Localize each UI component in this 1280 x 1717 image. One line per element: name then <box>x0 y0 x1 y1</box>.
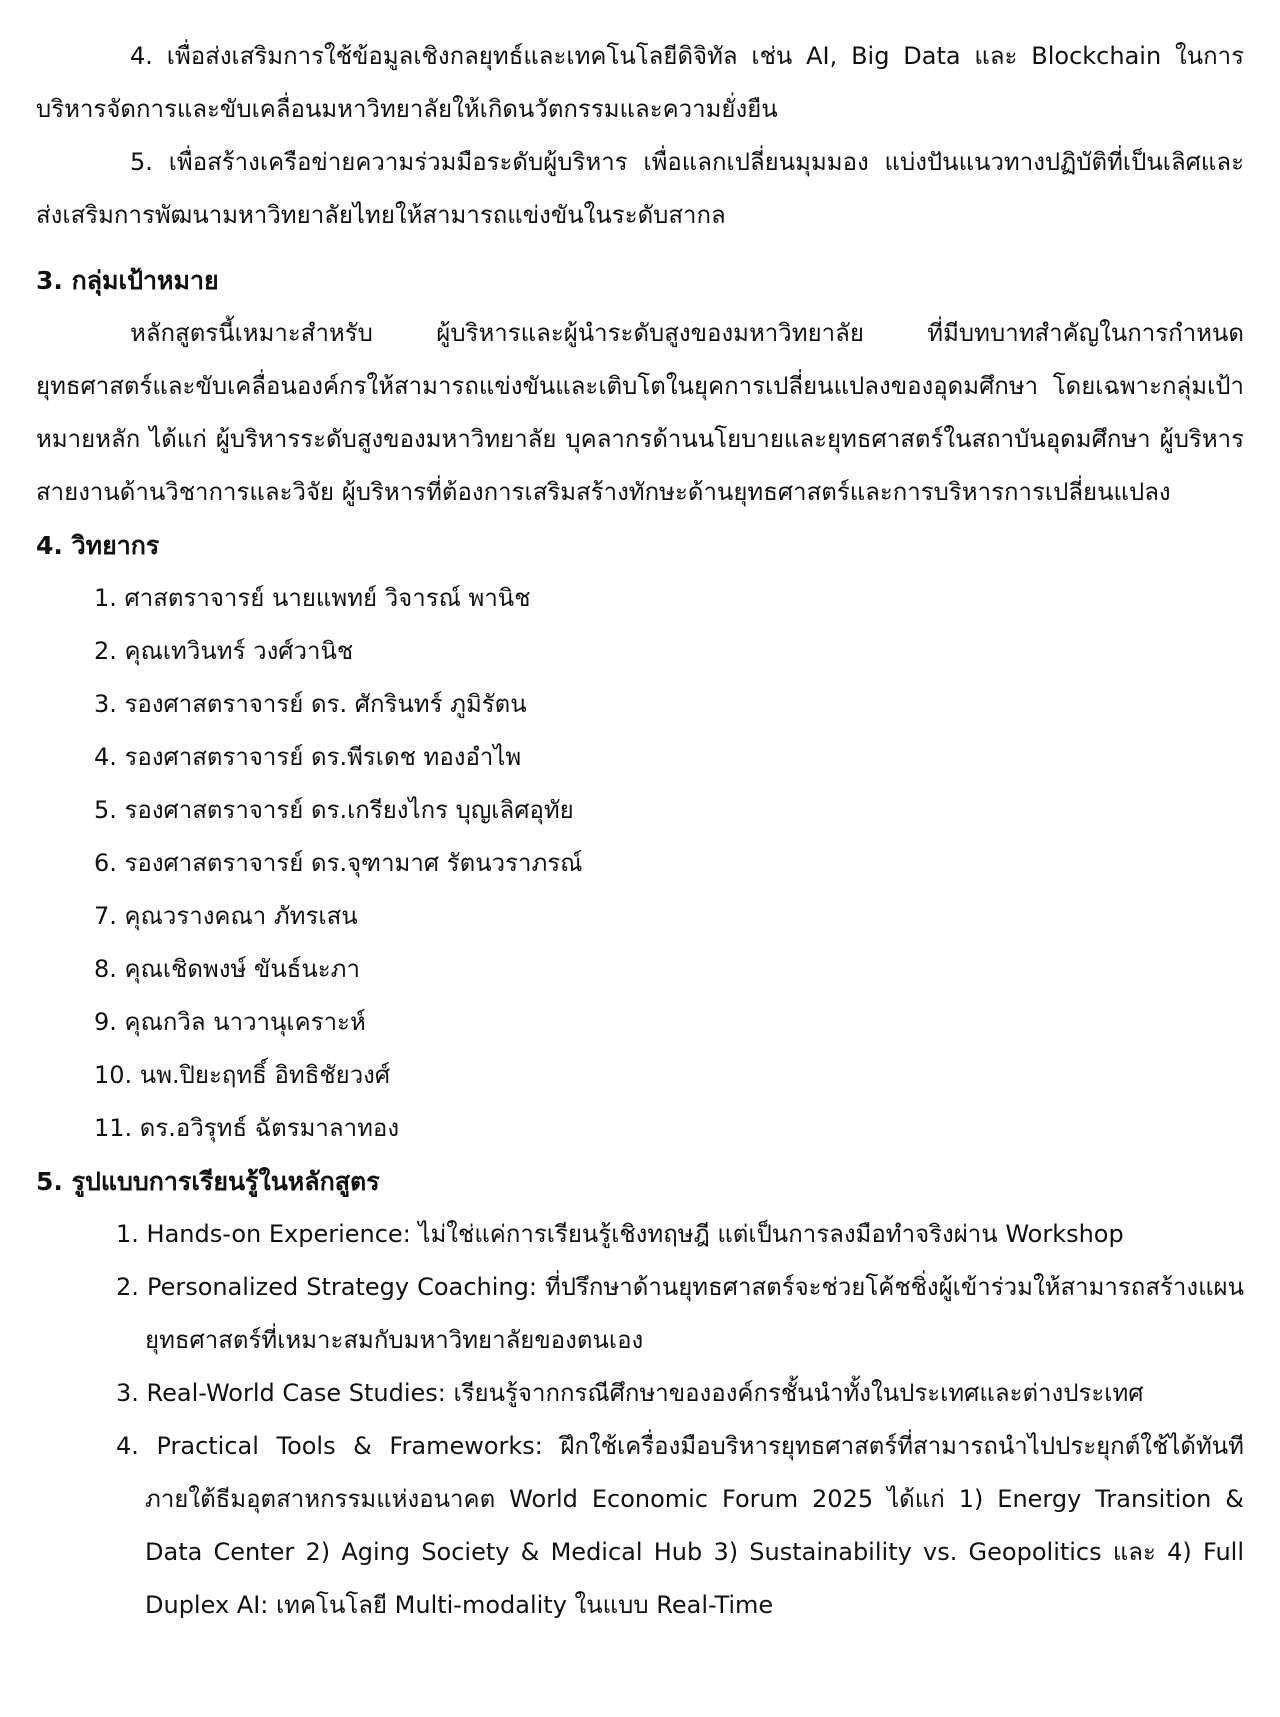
learning-format-item: 4. Practical Tools & Frameworks: ฝึกใช้เครื่องมือบริหารยุทธศาสตร์ที่สามารถนำไปประยุกต์ใช้ได้ทันที ภายใต้ธีมอุตสาหกรรมแห่งอนาคต World Economic Forum 2025 ได้แก่ 1) Energy Transition & Data Center 2) Aging Society & Medical Hub 3) Sustainability vs. Geopolitics และ 4) Full Duplex AI: เทคโนโลยี Multi-modality ในแบบ Real-Time <box>116 1432 1244 1619</box>
speaker-item: 2. คุณเทวินทร์ วงศ์วานิช <box>94 637 354 665</box>
speaker-item: 5. รองศาสตราจารย์ ดร.เกรียงไกร บุญเลิศอุทัย <box>94 796 574 824</box>
objective-item-4 <box>36 30 1244 136</box>
objective-text: เพื่อสร้างเครือข่ายความร่วมมือระดับผู้บริหาร เพื่อแลกเปลี่ยนมุมมอง แบ่งปันแนวทางปฏิบัติที่เป็นเลิศและส่งเสริมการพัฒนามหาวิทยาลัยไทยให้สามารถแข่งขันในระดับสากล <box>36 148 1244 229</box>
learning-format-item: 2. Personalized Strategy Coaching: ที่ปรึกษาด้านยุทธศาสตร์จะช่วยโค้ชชิ่งผู้เข้าร่วมให้สามารถสร้างแผนยุทธศาสตร์ที่เหมาะสมกับมหาวิทยาลัยของตนเอง <box>116 1273 1244 1354</box>
speaker-item: 10. นพ.ปิยะฤทธิ์ อิทธิชัยวงศ์ <box>94 1061 391 1089</box>
speaker-item: 3. รองศาสตราจารย์ ดร. ศักรินทร์ ภูมิรัตน <box>94 690 527 718</box>
section-heading-speakers: 4. วิทยากร <box>36 531 160 560</box>
section-heading-target-group: 3. กลุ่มเป้าหมาย <box>36 266 219 295</box>
speaker-item: 4. รองศาสตราจารย์ ดร.พีรเดช ทองอำไพ <box>94 743 522 771</box>
speaker-item: 9. คุณกวิล นาวานุเคราะห์ <box>94 1008 366 1036</box>
speaker-item: 7. คุณวรางคณา ภัทรเสน <box>94 902 358 930</box>
speaker-item: 11. ดร.อวิรุทธ์ ฉัตรมาลาทอง <box>94 1114 400 1142</box>
learning-format-item: 1. Hands-on Experience: ไม่ใช่แค่การเรียนรู้เชิงทฤษฎี แต่เป็นการลงมือทำจริงผ่าน Workshop <box>116 1220 1124 1248</box>
objective-text: เพื่อส่งเสริมการใช้ข้อมูลเชิงกลยุทธ์และเทคโนโลยีดิจิทัล เช่น AI, Big Data และ Blockchain ในการบริหารจัดการและขับเคลื่อนมหาวิทยาลัยให้เกิดนวัตกรรมและความยั่งยืน <box>36 42 1245 123</box>
speaker-item: 8. คุณเชิดพงษ์ ขันธ์นะภา <box>94 955 360 983</box>
learning-format-list <box>36 1208 1244 1632</box>
speaker-list <box>36 572 1244 1155</box>
learning-format-item: 3. Real-World Case Studies: เรียนรู้จากกรณีศึกษาขององค์กรชั้นนำทั้งในประเทศและต่างประเทศ <box>116 1379 1144 1407</box>
objective-number: 4. <box>130 42 153 70</box>
objective-item-5 <box>36 136 1244 242</box>
speaker-item: 1. ศาสตราจารย์ นายแพทย์ วิจารณ์ พานิช <box>94 584 531 612</box>
speaker-item: 6. รองศาสตราจารย์ ดร.จุฑามาศ รัตนวราภรณ์ <box>94 849 583 877</box>
target-group-paragraph: หลักสูตรนี้เหมาะสำหรับ ผู้บริหารและผู้นำระดับสูงของมหาวิทยาลัย ที่มีบทบาทสำคัญในการกำหนดยุทธศาสตร์และขับเคลื่อนองค์กรให้สามารถแข่งขันและเติบโตในยุคการเปลี่ยนแปลงของอุดมศึกษา โดยเฉพาะกลุ่มเป้าหมายหลัก ได้แก่ ผู้บริหารระดับสูงของมหาวิทยาลัย บุคลากรด้านนโยบายและยุทธศาสตร์ในสถาบันอุดมศึกษา ผู้บริหารสายงานด้านวิชาการและวิจัย ผู้บริหารที่ต้องการเสริมสร้างทักษะด้านยุทธศาสตร์และการบริหารการเปลี่ยนแปลง <box>36 319 1244 506</box>
objective-number: 5. <box>130 148 153 176</box>
section-heading-learning-format: 5. รูปแบบการเรียนรู้ในหลักสูตร <box>36 1167 380 1196</box>
